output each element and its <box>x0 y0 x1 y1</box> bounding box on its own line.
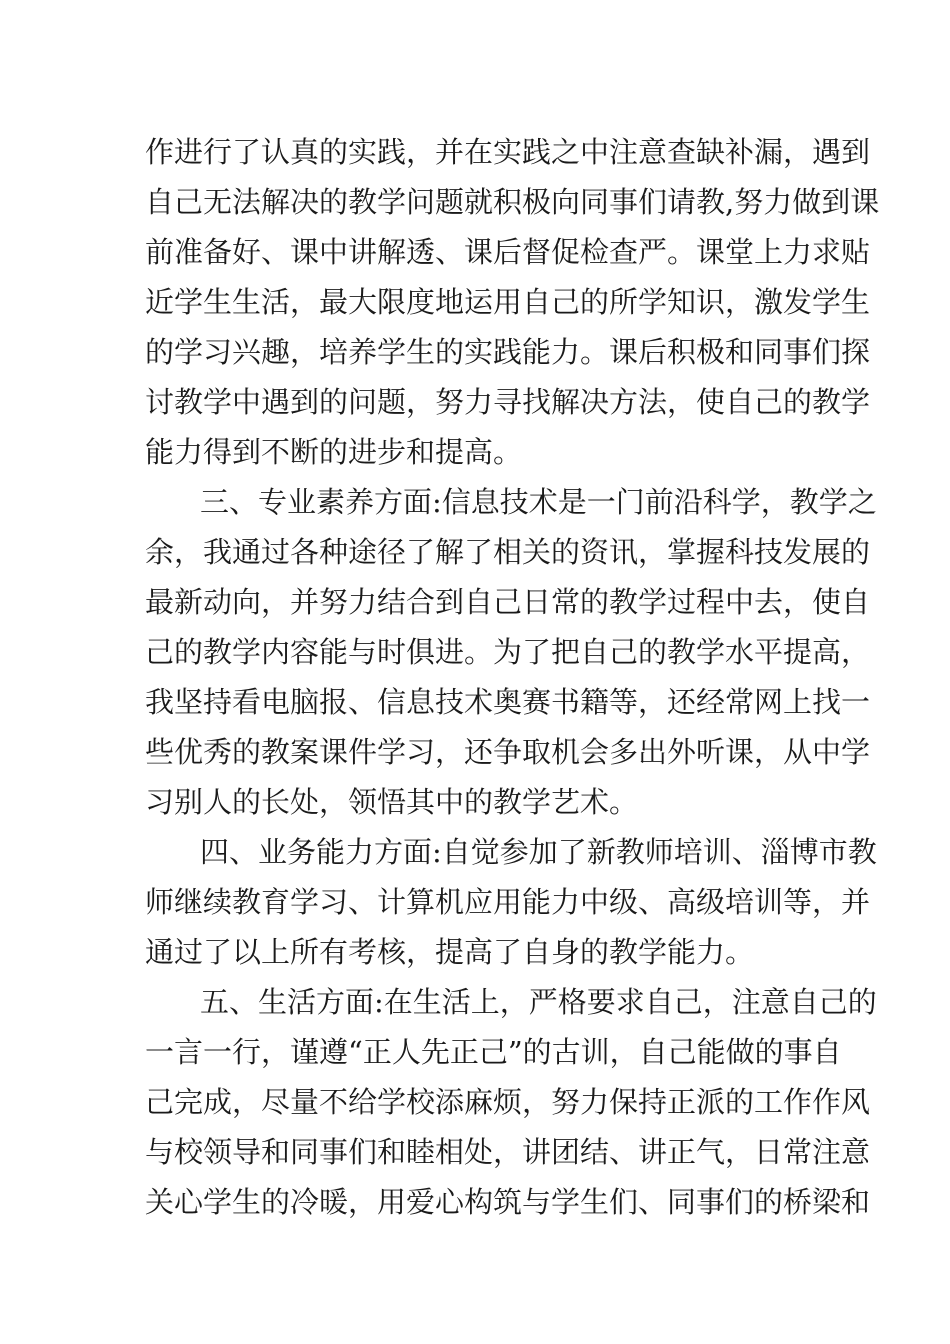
text-line: 通过了以上所有考核，提高了自身的教学能力。 <box>145 935 755 969</box>
paragraph-first-line: 五、生活方面:在生活上，严格要求自己，注意自己的 <box>200 985 877 1019</box>
text-line: 关心学生的冷暖，用爱心构筑与学生们、同事们的桥梁和 <box>145 1185 871 1219</box>
text-line: 余，我通过各种途径了解了相关的资讯，掌握科技发展的 <box>145 535 871 569</box>
text-line: 师继续教育学习、计算机应用能力中级、高级培训等，并 <box>145 885 871 919</box>
text-line: 自己无法解决的教学问题就积极向同事们请教,努力做到课 <box>145 185 880 219</box>
text-line: 作进行了认真的实践，并在实践之中注意查缺补漏，遇到 <box>145 135 871 169</box>
text-line: 能力得到不断的进步和提高。 <box>145 435 523 469</box>
text-line: 与校领导和同事们和睦相处，讲团结、讲正气，日常注意 <box>145 1135 871 1169</box>
text-line: 些优秀的教案课件学习，还争取机会多出外听课，从中学 <box>145 735 871 769</box>
text-line: 近学生生活，最大限度地运用自己的所学知识，激发学生 <box>145 285 871 319</box>
text-line: 习别人的长处，领悟其中的教学艺术。 <box>145 785 639 819</box>
text-line: 最新动向，并努力结合到自己日常的教学过程中去，使自 <box>145 585 871 619</box>
text-line: 一言一行，谨遵“正人先正己”的古训，自己能做的事自 <box>145 1035 842 1069</box>
paragraph-first-line: 四、业务能力方面:自觉参加了新教师培训、淄博市教 <box>200 835 877 869</box>
text-line: 的学习兴趣，培养学生的实践能力。课后积极和同事们探 <box>145 335 871 369</box>
paragraph-first-line: 三、专业素养方面:信息技术是一门前沿科学，教学之 <box>200 485 877 519</box>
text-line: 我坚持看电脑报、信息技术奥赛书籍等，还经常网上找一 <box>145 685 871 719</box>
text-line: 己完成，尽量不给学校添麻烦，努力保持正派的工作作风 <box>145 1085 871 1119</box>
text-line: 前准备好、课中讲解透、课后督促检查严。课堂上力求贴 <box>145 235 871 269</box>
text-line: 讨教学中遇到的问题，努力寻找解决方法，使自己的教学 <box>145 385 871 419</box>
text-line: 己的教学内容能与时俱进。为了把自己的教学水平提高， <box>145 635 871 669</box>
